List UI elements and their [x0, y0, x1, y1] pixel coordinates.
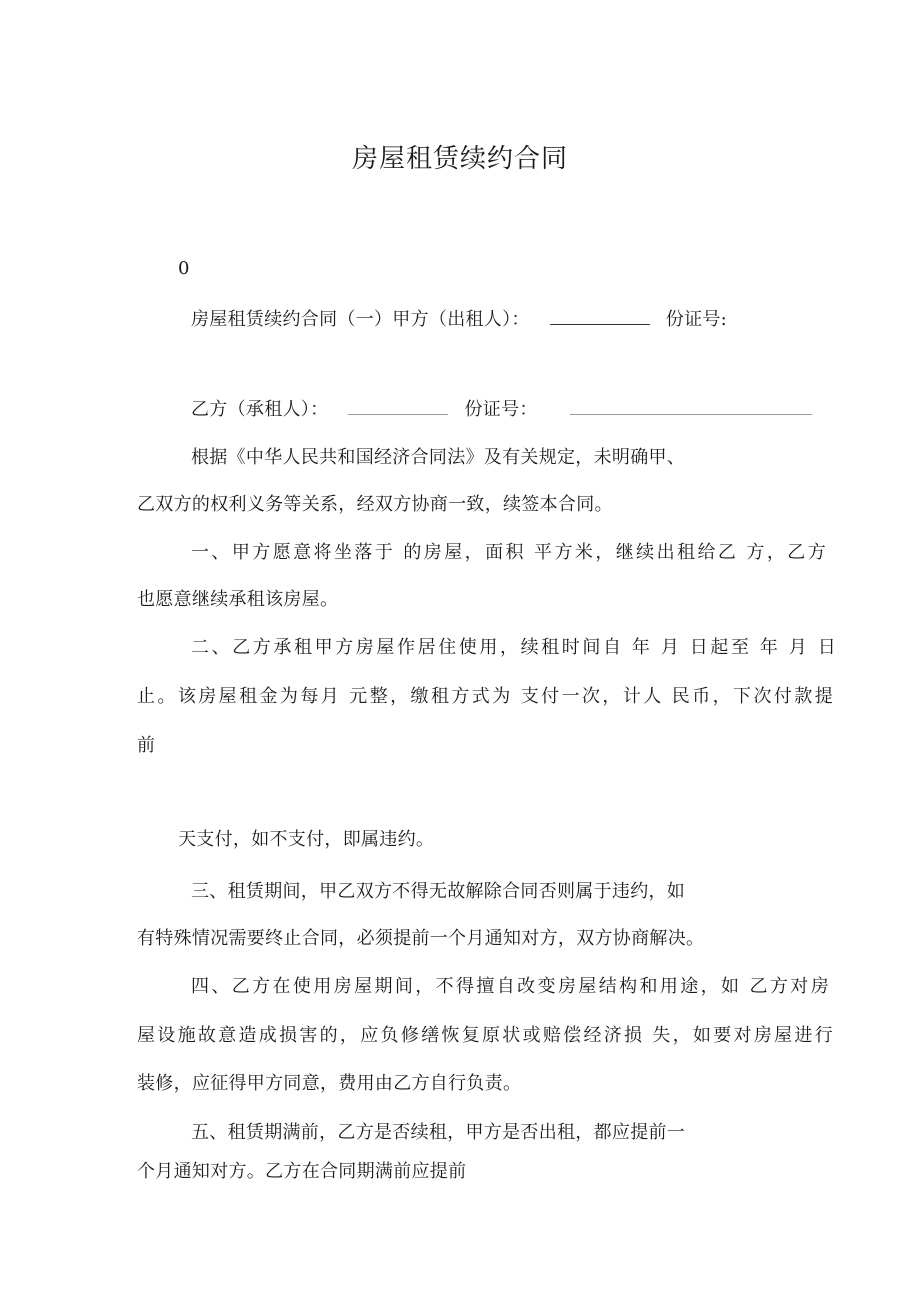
- intro-line-1: 根据《中华人民共和国经济合同法》及有关规定，未明确甲、: [191, 447, 686, 468]
- party-b-id-label: 份证号：: [464, 399, 538, 420]
- intro-line-2: 乙双方的权利义务等关系，经双方协商一致，续签本合同。: [137, 494, 613, 515]
- clause-2-line-4: 天支付，如不支付，即属违约。: [178, 829, 435, 850]
- clause-2-line-3: 前: [137, 735, 156, 756]
- clause-2-line-2: 止。该房屋租金为每月 元整，缴租方式为 支付一次，计人 民币，下次付款提: [137, 686, 833, 707]
- party-a-id-label: 份证号:: [665, 309, 728, 330]
- clause-2-line-1: 二、乙方承租甲方房屋作居住使用，续租时间自 年 月 日起至 年 月 日: [191, 637, 836, 658]
- party-b-name-blank: [348, 396, 448, 415]
- clause-5-line-1: 五、租赁期满前，乙方是否续租，甲方是否出租，都应提前一: [191, 1122, 686, 1143]
- clause-1-line-1: 一、甲方愿意将坐落于 的房屋，面积 平方米，继续出租给乙 方，乙方: [191, 542, 826, 563]
- clause-4-line-2: 屋设施故意造成损害的，应负修缮恢复原状或赔偿经济损 失，如要对房屋进行: [137, 1025, 833, 1046]
- document-title: 房屋租赁续约合同: [351, 144, 568, 174]
- party-a-line: [191, 306, 727, 332]
- clause-3-line-1: 三、租赁期间，甲乙双方不得无故解除合同否则属于违约，如: [191, 881, 686, 902]
- clause-4-line-1: 四、乙方在使用房屋期间，不得擅自改变房屋结构和用途，如 乙方对房: [191, 976, 829, 997]
- party-a-name-blank: [550, 306, 650, 325]
- party-b-id-blank: [570, 396, 812, 415]
- party-a-label: 房屋租赁续约合同（一）甲方（出租人）：: [191, 309, 530, 330]
- party-b-label: 乙方（承租人）：: [191, 399, 329, 420]
- clause-4-line-3: 装修，应征得甲方同意，费用由乙方自行负责。: [137, 1073, 522, 1094]
- clause-3-line-2: 有特殊情况需要终止合同，必须提前一个月通知对方，双方协商解决。: [137, 928, 705, 949]
- party-b-line: [191, 396, 812, 422]
- clause-5-line-2: 个月通知对方。乙方在合同期满前应提前: [137, 1161, 467, 1182]
- clause-1-line-2: 也愿意继续承租该房屋。: [137, 589, 339, 610]
- section-marker: 0: [178, 258, 190, 279]
